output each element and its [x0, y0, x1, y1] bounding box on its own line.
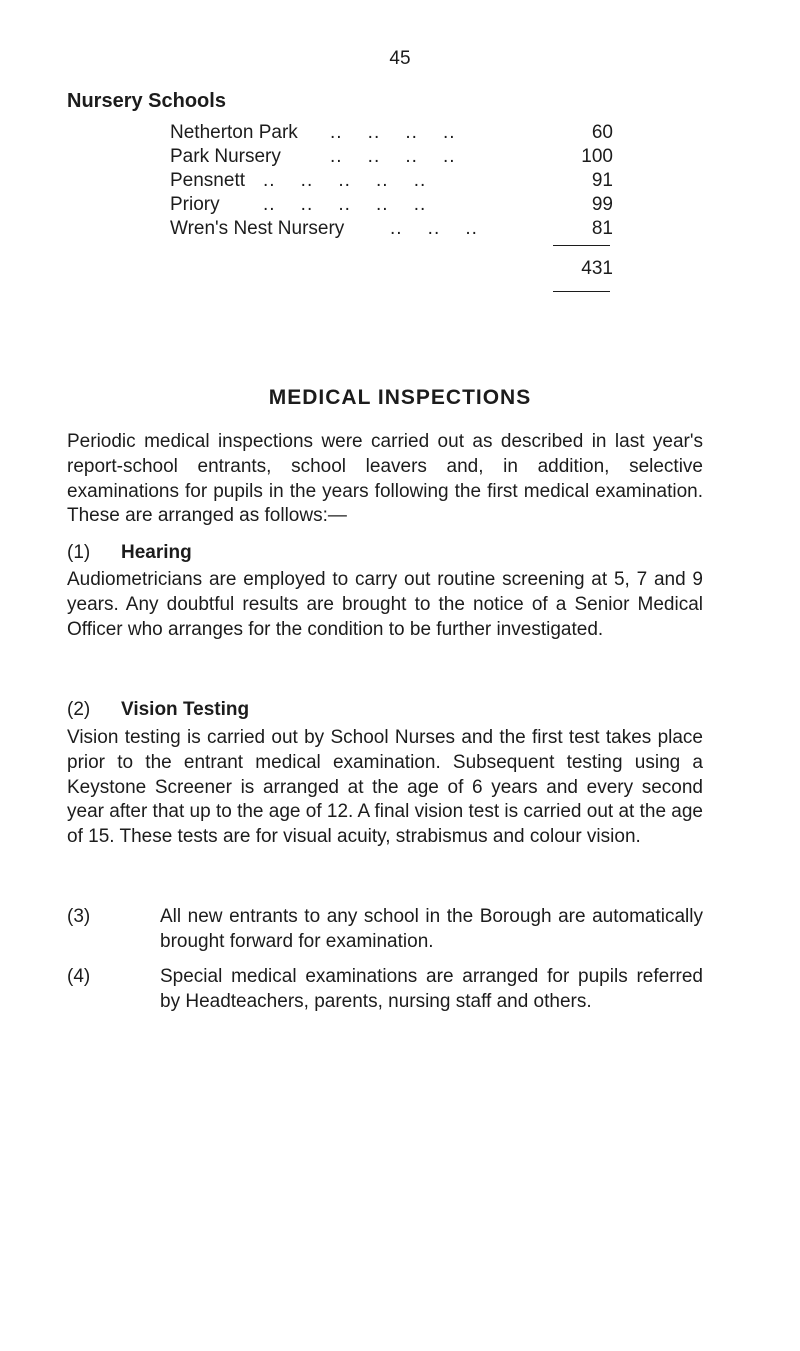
- nursery-name: Netherton Park: [170, 122, 298, 143]
- intro-paragraph: Periodic medical inspections were carried out as described in last year's report-school entrants, school leavers and, in addition, selective examinations for pupils in the years following the first medical examination. These are arranged as follows:—: [67, 431, 703, 527]
- leader-dots: .. .. ..: [390, 218, 478, 239]
- nursery-row: [170, 121, 615, 145]
- leader-dots: .. .. .. ..: [330, 146, 456, 167]
- total-rule-top: [553, 245, 610, 246]
- item-3-text: All new entrants to any school in the Borough are automatically brought forward for examination.: [160, 906, 703, 952]
- nursery-name: Park Nursery: [170, 146, 281, 167]
- nursery-count: 91: [591, 170, 613, 191]
- page-number: 45: [389, 48, 411, 69]
- item-4-number: (4): [67, 966, 91, 987]
- vision-paragraph: Vision testing is carried out by School Nurses and the first test takes place prior to the entrant medical examination. Subsequent testing using a Keystone Screener is arranged at the age of 6 years and every second year after that up to the age of 12. A final vision test is carried out at the age of 15. These tests are for visual acuity, strabismus and colour vision.: [67, 727, 703, 848]
- total-rule-bottom: [553, 291, 610, 292]
- nursery-count: 99: [591, 194, 613, 215]
- medical-inspections-title: MEDICAL INSPECTIONS: [268, 386, 532, 409]
- nursery-row: [170, 145, 615, 169]
- nursery-row: [170, 169, 615, 193]
- item-4: [67, 965, 703, 1015]
- hearing-heading: [67, 541, 192, 565]
- leader-dots: .. .. .. ..: [330, 122, 456, 143]
- nursery-count: 60: [591, 122, 613, 143]
- nursery-count: 100: [581, 146, 613, 167]
- vision-number: (2): [67, 699, 91, 720]
- nursery-name: Wren's Nest Nursery: [170, 218, 345, 239]
- nursery-name: Priory: [170, 194, 220, 215]
- leader-dots: .. .. .. .. ..: [263, 170, 427, 191]
- item-3: [67, 905, 703, 955]
- nursery-total: 431: [581, 258, 613, 279]
- item-4-text: Special medical examinations are arranged for pupils referred by Headteachers, parents, nursing staff and others.: [160, 966, 703, 1012]
- leader-dots: .. .. .. .. ..: [263, 194, 427, 215]
- hearing-paragraph: Audiometricians are employed to carry out routine screening at 5, 7 and 9 years. Any doubtful results are brought to the notice of a Senior Medical Officer who arranges for the condition to be further investigated.: [67, 569, 703, 640]
- hearing-title: Hearing: [121, 542, 192, 563]
- nursery-count: 81: [591, 218, 613, 239]
- nursery-name: Pensnett: [170, 170, 245, 191]
- hearing-number: (1): [67, 542, 91, 563]
- item-3-number: (3): [67, 906, 91, 927]
- vision-heading: [67, 698, 249, 722]
- nursery-row: [170, 193, 615, 217]
- nursery-row: [170, 217, 615, 241]
- nursery-schools-heading: Nursery Schools: [67, 90, 226, 112]
- vision-title: Vision Testing: [121, 699, 250, 720]
